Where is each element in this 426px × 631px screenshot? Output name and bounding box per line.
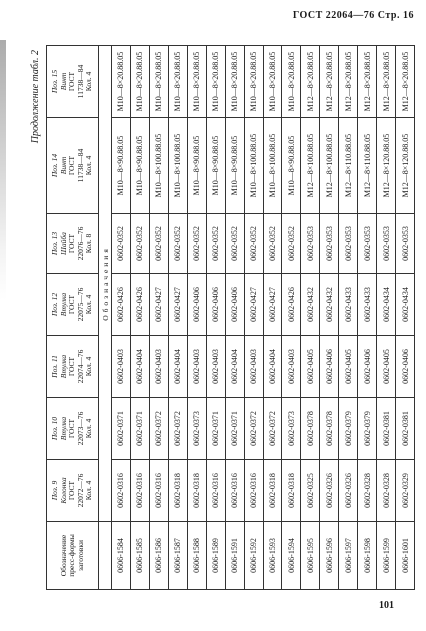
column-header-line: 11738—84 [75, 148, 85, 183]
column-header-line: Поз. 10 [49, 416, 59, 441]
press-form-designation-cell: 0606-1595 [301, 522, 320, 590]
press-form-designation-cell: 0606-1598 [358, 522, 377, 590]
part-designation-cell: 0602-0352 [225, 214, 244, 274]
column-header-line: ГОСТ [67, 294, 77, 315]
rotated-table-area [30, 46, 415, 590]
part-designation-cell: 0602-0326 [339, 460, 358, 522]
part-designation-cell: 0602-0352 [244, 214, 263, 274]
press-form-designation-cell: 0606-1594 [282, 522, 301, 590]
part-designation-cell: 0602-0352 [112, 214, 131, 274]
table-row [206, 46, 225, 590]
table-row [225, 46, 244, 590]
column-header-line: Кол. 4 [84, 294, 94, 315]
column-header-2 [47, 398, 99, 460]
part-designation-cell: М10—8×20.88.05 [244, 46, 263, 118]
part-designation-cell: 0602-0405 [377, 336, 396, 398]
column-header-line: Втулка [58, 292, 68, 317]
table-row [358, 46, 377, 590]
column-header-0 [47, 522, 99, 590]
press-form-designation-cell: 0606-1601 [396, 522, 415, 590]
press-form-designation-cell: 0606-1584 [112, 522, 131, 590]
part-designation-cell: 0602-0403 [112, 336, 131, 398]
part-designation-cell: 0602-0371 [225, 398, 244, 460]
column-header-line: Винт [58, 72, 68, 91]
column-header-line: Поз. 12 [49, 292, 59, 317]
part-designation-cell: М10—8×20.88.05 [112, 46, 131, 118]
column-header-line: ГОСТ [67, 233, 77, 254]
table-row [187, 46, 206, 590]
part-designation-cell: 0602-0378 [320, 398, 339, 460]
part-designation-cell: М10—8×100.88.05 [168, 118, 187, 214]
part-designation-cell: 0602-0352 [168, 214, 187, 274]
table-row [339, 46, 358, 590]
part-designation-cell: 0602-0353 [377, 214, 396, 274]
press-form-designation-cell: 0606-1588 [187, 522, 206, 590]
part-designation-cell: М10—8×20.88.05 [187, 46, 206, 118]
part-designation-cell: М10—8×100.88.05 [263, 118, 282, 214]
column-header-7 [47, 46, 99, 118]
part-designation-cell: М10—8×20.88.05 [263, 46, 282, 118]
part-designation-cell: 0602-0426 [282, 274, 301, 336]
press-form-designation-cell: 0606-1599 [377, 522, 396, 590]
part-designation-cell: 0602-0353 [320, 214, 339, 274]
column-header-line: Кол. 4 [84, 418, 94, 439]
press-form-designation-cell: 0606-1596 [320, 522, 339, 590]
part-designation-cell: 0602-0404 [263, 336, 282, 398]
part-designation-cell: 0602-0316 [225, 460, 244, 522]
column-header-line: Кол. 4 [84, 356, 94, 377]
part-designation-cell: 0602-0371 [206, 398, 225, 460]
part-designation-cell: М10—8×100.88.05 [244, 118, 263, 214]
part-designation-cell: М12—8×20.88.05 [358, 46, 377, 118]
part-designation-cell: М10—8×90.88.05 [206, 118, 225, 214]
table-row [263, 46, 282, 590]
page-number: 101 [379, 600, 394, 611]
part-designation-cell: М12—8×110.88.05 [339, 118, 358, 214]
column-header-line: заготовки [75, 540, 85, 571]
part-designation-cell: М10—8×100.88.05 [149, 118, 168, 214]
part-designation-cell: 0602-0353 [358, 214, 377, 274]
part-designation-cell: 0602-0316 [244, 460, 263, 522]
column-header-line: 11738—84 [75, 64, 85, 99]
column-header-line: Поз. 13 [49, 231, 59, 256]
part-designation-cell: М12—8×20.88.05 [377, 46, 396, 118]
part-designation-cell: М10—8×20.88.05 [225, 46, 244, 118]
part-designation-cell: М10—8×20.88.05 [168, 46, 187, 118]
column-header-line: 22076—76 [75, 226, 85, 261]
scan-edge-shadow [0, 40, 6, 300]
column-header-line: Поз. 11 [49, 355, 59, 378]
part-designation-cell: 0602-0378 [301, 398, 320, 460]
part-designation-cell: 0602-0427 [244, 274, 263, 336]
column-header-1 [47, 460, 99, 522]
table-row [149, 46, 168, 590]
column-header-6 [47, 118, 99, 214]
column-header-line: Шайба [58, 232, 68, 255]
press-form-designation-cell: 0606-1597 [339, 522, 358, 590]
part-designation-cell: 0602-0406 [225, 274, 244, 336]
press-form-designation-cell: 0606-1589 [206, 522, 225, 590]
part-designation-cell: М10—8×20.88.05 [149, 46, 168, 118]
part-designation-cell: 0602-0325 [301, 460, 320, 522]
part-designation-cell: 0602-0372 [263, 398, 282, 460]
part-designation-cell: 0602-0406 [396, 336, 415, 398]
part-designation-cell: 0602-0381 [377, 398, 396, 460]
table-row [282, 46, 301, 590]
part-designation-cell: 0602-0433 [358, 274, 377, 336]
part-designation-cell: 0602-0379 [358, 398, 377, 460]
column-header-line: 22074—76 [75, 349, 85, 384]
column-header-line: Колонка [58, 477, 68, 504]
part-designation-cell: М12—8×100.88.05 [320, 118, 339, 214]
press-form-designation-cell: 0606-1585 [130, 522, 149, 590]
part-designation-cell: 0602-0316 [112, 460, 131, 522]
part-designation-cell: 0602-0328 [377, 460, 396, 522]
column-header-line: Втулка [58, 416, 68, 441]
part-designation-cell: М12—8×20.88.05 [320, 46, 339, 118]
table-header-row [47, 46, 99, 590]
part-designation-cell: 0602-0433 [339, 274, 358, 336]
part-designation-cell: 0602-0406 [358, 336, 377, 398]
column-header-line: 22073—76 [75, 411, 85, 446]
column-header-line: ГОСТ [67, 71, 77, 92]
part-designation-cell: 0602-0371 [130, 398, 149, 460]
part-designation-cell: М10—8×20.88.05 [282, 46, 301, 118]
part-designation-cell: М10—8×20.88.05 [130, 46, 149, 118]
column-header-line: Кол. 4 [84, 480, 94, 501]
part-designation-cell: 0602-0353 [396, 214, 415, 274]
column-header-line: Кол. 4 [84, 155, 94, 176]
column-header-line: 22075—76 [75, 287, 85, 322]
part-designation-cell: 0602-0353 [339, 214, 358, 274]
table-body [99, 46, 415, 590]
part-designation-cell: 0602-0406 [187, 274, 206, 336]
table-row [320, 46, 339, 590]
part-designation-cell: 0602-0406 [320, 336, 339, 398]
part-designation-cell: 0602-0427 [168, 274, 187, 336]
part-designation-cell: 0602-0326 [320, 460, 339, 522]
press-form-designation-cell: 0606-1591 [225, 522, 244, 590]
part-designation-cell: 0602-0404 [130, 336, 149, 398]
part-designation-cell: 0602-0316 [206, 460, 225, 522]
column-header-line: Поз. 9 [49, 480, 59, 501]
column-header-line: ГОСТ [67, 155, 77, 176]
part-designation-cell: М12—8×20.88.05 [301, 46, 320, 118]
press-form-designation-cell: 0606-1592 [244, 522, 263, 590]
part-designation-cell: 0602-0371 [112, 398, 131, 460]
press-form-designation-cell: 0606-1586 [149, 522, 168, 590]
part-designation-cell: 0602-0432 [301, 274, 320, 336]
part-designation-cell: 0602-0381 [396, 398, 415, 460]
part-designation-cell: 0602-0405 [339, 336, 358, 398]
column-header-3 [47, 336, 99, 398]
column-header-line: Втулка [58, 354, 68, 379]
column-header-line: Винт [58, 156, 68, 175]
column-header-line: пресс-формы [67, 534, 77, 577]
part-designation-cell: 0602-0352 [263, 214, 282, 274]
part-designation-cell: 0602-0318 [187, 460, 206, 522]
part-designation-cell: 0602-0329 [396, 460, 415, 522]
part-designation-cell: 0602-0373 [187, 398, 206, 460]
part-designation-cell: 0602-0316 [130, 460, 149, 522]
part-designation-cell: М10—8×90.88.05 [225, 118, 244, 214]
part-designation-cell: 0602-0372 [149, 398, 168, 460]
column-header-line: Кол. 8 [84, 233, 94, 254]
part-designation-cell: 0602-0427 [149, 274, 168, 336]
column-header-line: ГОСТ [67, 356, 77, 377]
part-designation-cell: М10—8×20.88.05 [206, 46, 225, 118]
part-designation-cell: М12—8×100.88.05 [301, 118, 320, 214]
part-designation-cell: 0602-0403 [187, 336, 206, 398]
part-designation-cell: 0602-0318 [168, 460, 187, 522]
part-designation-cell: 0602-0379 [339, 398, 358, 460]
part-designation-cell: М10—8×90.88.05 [282, 118, 301, 214]
part-designation-cell: 0602-0352 [206, 214, 225, 274]
part-designation-cell: 0602-0328 [358, 460, 377, 522]
table-row [377, 46, 396, 590]
part-designation-cell: 0602-0426 [130, 274, 149, 336]
column-header-line: Обозначение [58, 534, 68, 577]
table-row [301, 46, 320, 590]
part-designation-cell: 0602-0352 [187, 214, 206, 274]
part-designation-cell: 0602-0406 [206, 274, 225, 336]
page-header: ГОСТ 22064—76 Стр. 16 [292, 10, 414, 21]
column-header-line: Поз. 14 [49, 153, 59, 178]
designation-label: Обозначения [99, 46, 112, 522]
part-designation-cell: 0602-0434 [396, 274, 415, 336]
column-header-line: 22072—76 [75, 473, 85, 508]
table-row [168, 46, 187, 590]
part-designation-cell: 0602-0352 [130, 214, 149, 274]
part-designation-cell: М10—8×90.88.05 [130, 118, 149, 214]
column-header-4 [47, 274, 99, 336]
column-header-line: ГОСТ [67, 418, 77, 439]
part-designation-cell: 0602-0434 [377, 274, 396, 336]
column-header-5 [47, 214, 99, 274]
part-designation-cell: М10—8×90.88.05 [187, 118, 206, 214]
table-continuation-caption: Продолжение табл. 2 [30, 50, 41, 144]
part-designation-cell: М12—8×120.88.05 [377, 118, 396, 214]
column-header-line: ГОСТ [67, 480, 77, 501]
column-header-line: Поз. 15 [49, 69, 59, 94]
part-designation-cell: 0602-0405 [301, 336, 320, 398]
table-row [112, 46, 131, 590]
part-designation-cell: 0602-0372 [168, 398, 187, 460]
part-designation-cell: 0602-0373 [282, 398, 301, 460]
designation-label-blank [99, 522, 112, 590]
part-designation-cell: М12—8×20.88.05 [396, 46, 415, 118]
part-designation-cell: 0602-0318 [263, 460, 282, 522]
table-row [396, 46, 415, 590]
part-designation-cell: 0602-0353 [301, 214, 320, 274]
part-designation-cell: 0602-0316 [149, 460, 168, 522]
table-row [130, 46, 149, 590]
part-designation-cell: 0602-0432 [320, 274, 339, 336]
part-designation-cell: М12—8×20.88.05 [339, 46, 358, 118]
designation-label-row [99, 46, 112, 590]
part-designation-cell: 0602-0403 [149, 336, 168, 398]
part-designation-cell: М12—8×110.88.05 [358, 118, 377, 214]
part-designation-cell: М12—8×120.88.05 [396, 118, 415, 214]
part-designation-cell: 0602-0404 [225, 336, 244, 398]
table-row [244, 46, 263, 590]
part-designation-cell: М10—8×90.88.05 [112, 118, 131, 214]
part-designation-cell: 0602-0352 [149, 214, 168, 274]
part-designation-cell: 0602-0426 [112, 274, 131, 336]
part-designation-cell: 0602-0372 [244, 398, 263, 460]
part-designation-cell: 0602-0352 [282, 214, 301, 274]
column-header-line: Кол. 4 [84, 71, 94, 92]
part-designation-cell: 0602-0427 [263, 274, 282, 336]
press-form-designation-cell: 0606-1587 [168, 522, 187, 590]
press-form-designation-cell: 0606-1593 [263, 522, 282, 590]
part-designation-cell: 0602-0318 [282, 460, 301, 522]
specification-table [46, 45, 415, 590]
part-designation-cell: 0602-0403 [282, 336, 301, 398]
part-designation-cell: 0602-0403 [244, 336, 263, 398]
part-designation-cell: 0602-0404 [168, 336, 187, 398]
part-designation-cell: 0602-0403 [206, 336, 225, 398]
